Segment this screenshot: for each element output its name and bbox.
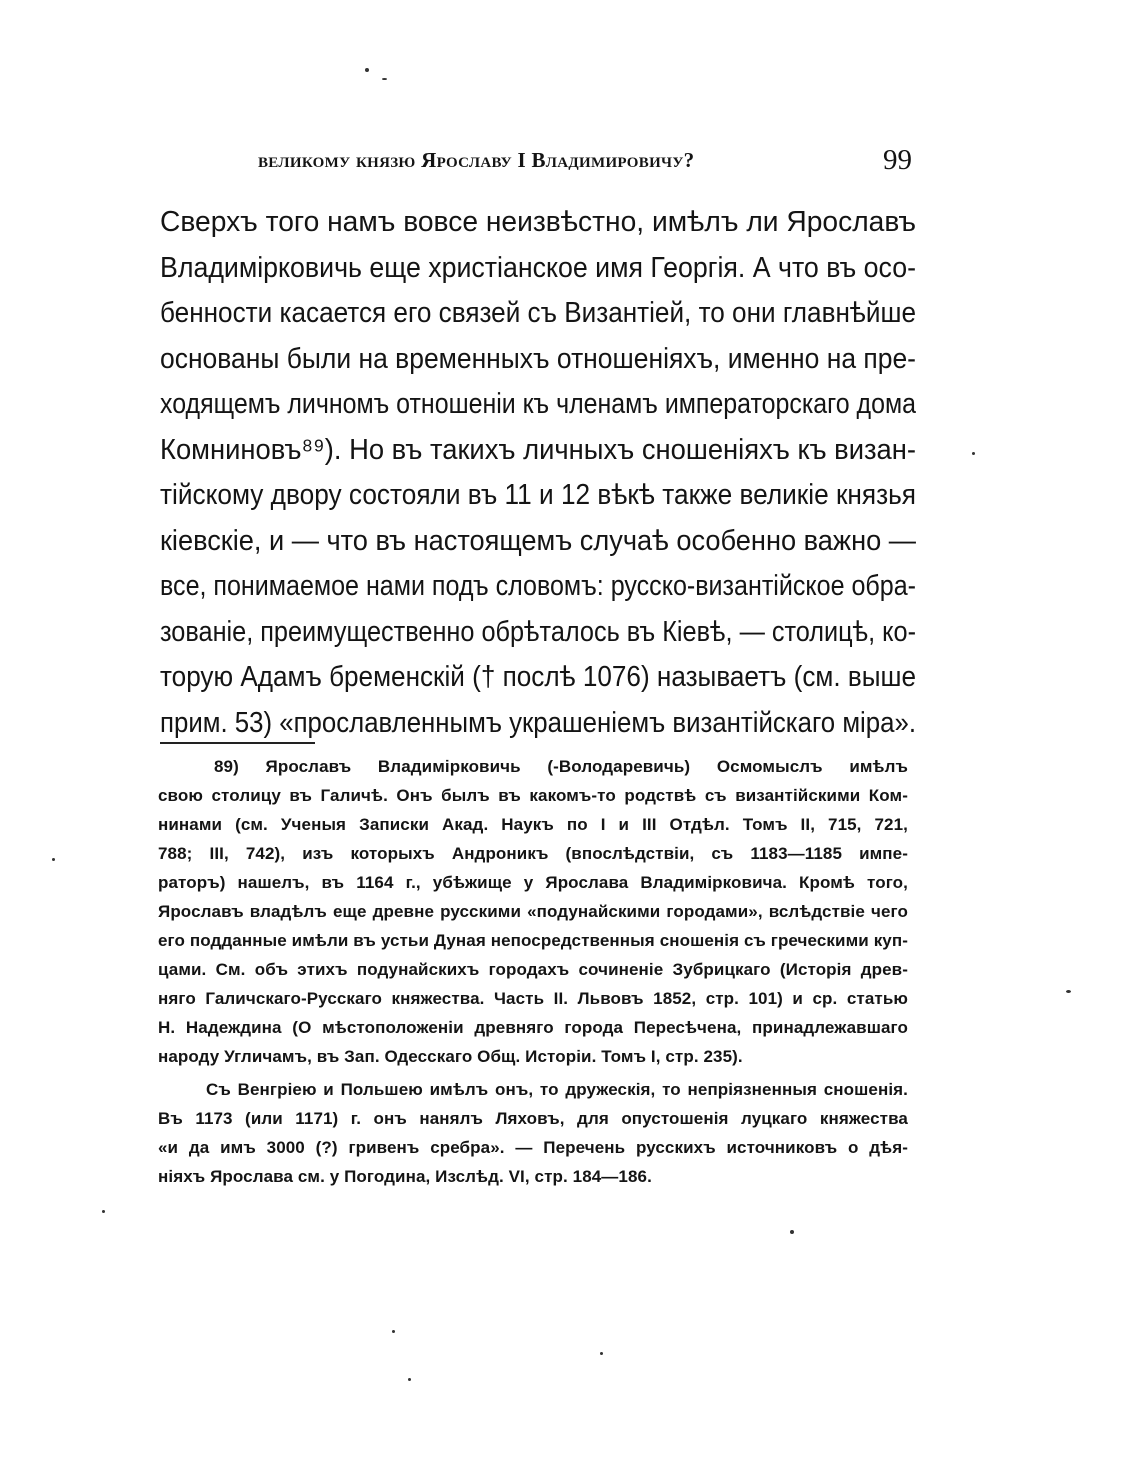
main-text-line: Владимірковичь еще христіанское имя Георгія. А что въ осо- xyxy=(160,251,916,284)
footnote-line: Н. Надеждина (О мѣстоположеніи древняго города Пересѣчена, принадлежавшаго xyxy=(158,1018,908,1037)
footnote-line: свою столицу въ Галичѣ. Онъ былъ въ какомъ-то родствѣ съ византійскими Ком- xyxy=(158,786,908,805)
footnote-line: его подданные имѣли въ устьи Дуная непосредственныя сношенія съ греческими куп- xyxy=(158,931,908,950)
footnote-line: цами. См. объ этихъ подунайскихъ городахъ сочиненіе Зубрицкаго (Исторія древ- xyxy=(158,960,908,979)
footnote-line: Съ Венгріею и Польшею имѣлъ онъ, то дружескія, то непріязненныя сношенія. xyxy=(206,1080,908,1099)
scan-speck xyxy=(365,68,369,72)
scan-speck xyxy=(102,1210,105,1213)
footnote-line: 788; III, 742), изъ которыхъ Андроникъ (впослѣдствіи, съ 1183—1185 импе- xyxy=(158,844,908,863)
main-text-block xyxy=(160,200,916,746)
scan-speck xyxy=(1066,990,1071,993)
main-text-line: Комниновъ⁸⁹). Но въ такихъ личныхъ сношеніяхъ къ визан- xyxy=(160,433,916,466)
main-text-line: основаны были на временныхъ отношеніяхъ, именно на пре- xyxy=(160,342,916,375)
running-title: великому князю Ярославу I Владимировичу? xyxy=(258,148,695,172)
main-text-line: бенности касается его связей съ Византіей, то они главнѣйше xyxy=(160,297,916,329)
footnotes-block xyxy=(158,752,908,1191)
main-text-line: Сверхъ того намъ вовсе неизвѣстно, имѣлъ ли Ярославъ xyxy=(160,206,916,238)
main-text-line: тійскому двору состояли въ 11 и 12 вѣкѣ также великіе князья xyxy=(160,479,916,511)
footnote-line: раторъ) нашелъ, въ 1164 г., убѣжище у Ярослава Владимірковича. Кромѣ того, xyxy=(158,873,908,892)
main-text-line: торую Адамъ бременскій († послѣ 1076) называетъ (см. выше xyxy=(160,661,916,693)
main-text-line: прим. 53) «прославленнымъ украшеніемъ византійскаго міра». xyxy=(160,706,916,739)
footnote-line: народу Угличамъ, въ Зап. Одесскаго Общ. Исторіи. Томъ I, стр. 235). xyxy=(158,1047,743,1066)
page-header xyxy=(258,144,920,188)
footnote-line: ніяхъ Ярослава см. у Погодина, Изслѣд. VI, стр. 184—186. xyxy=(158,1167,652,1186)
page-number: 99 xyxy=(883,144,912,176)
scan-speck xyxy=(408,1378,411,1381)
footnote-line: няго Галичскаго-Русскаго княжества. Часть II. Львовъ 1852, стр. 101) и ср. статью xyxy=(158,989,908,1008)
scan-speck xyxy=(972,452,975,455)
footnote-line: 89) Ярославъ Владимірковичь (-Володаревичь) Осмомыслъ имѣлъ xyxy=(214,757,908,776)
footnote-89-continued xyxy=(158,1075,908,1191)
scan-speck xyxy=(52,858,55,861)
footnote-line: «и да имъ 3000 (?) гривенъ сребра». — Перечень русскихъ источниковъ о дѣя- xyxy=(158,1138,908,1157)
main-text-line: все, понимаемое нами подъ словомъ: русско-византійское обра- xyxy=(160,570,916,602)
main-text-line: ходящемъ личномъ отношеніи къ членамъ императорскаго дома xyxy=(160,388,916,420)
scan-speck xyxy=(392,1330,395,1333)
scan-speck xyxy=(790,1230,794,1234)
footnote-line: Въ 1173 (или 1171) г. онъ нанялъ Ляховъ, для опустошенія луцкаго княжества xyxy=(158,1109,908,1128)
main-text-line: кіевскіе, и — что въ настоящемъ случаѣ особенно важно — xyxy=(160,524,916,557)
main-text-line: зованіе, преимущественно обрѣталось въ Кіевѣ, — столицѣ, ко- xyxy=(160,615,916,648)
footnote-divider xyxy=(160,742,315,744)
footnote-line: Ярославъ владѣлъ еще древне русскими «подунайскими городами», вслѣдствіе чего xyxy=(158,902,908,921)
scan-speck xyxy=(600,1352,603,1355)
footnote-line: нинами (см. Ученыя Записки Акад. Наукъ по I и III Отдѣл. Томъ II, 715, 721, xyxy=(158,815,908,834)
footnote-89 xyxy=(158,752,908,1071)
scan-speck xyxy=(382,78,387,80)
